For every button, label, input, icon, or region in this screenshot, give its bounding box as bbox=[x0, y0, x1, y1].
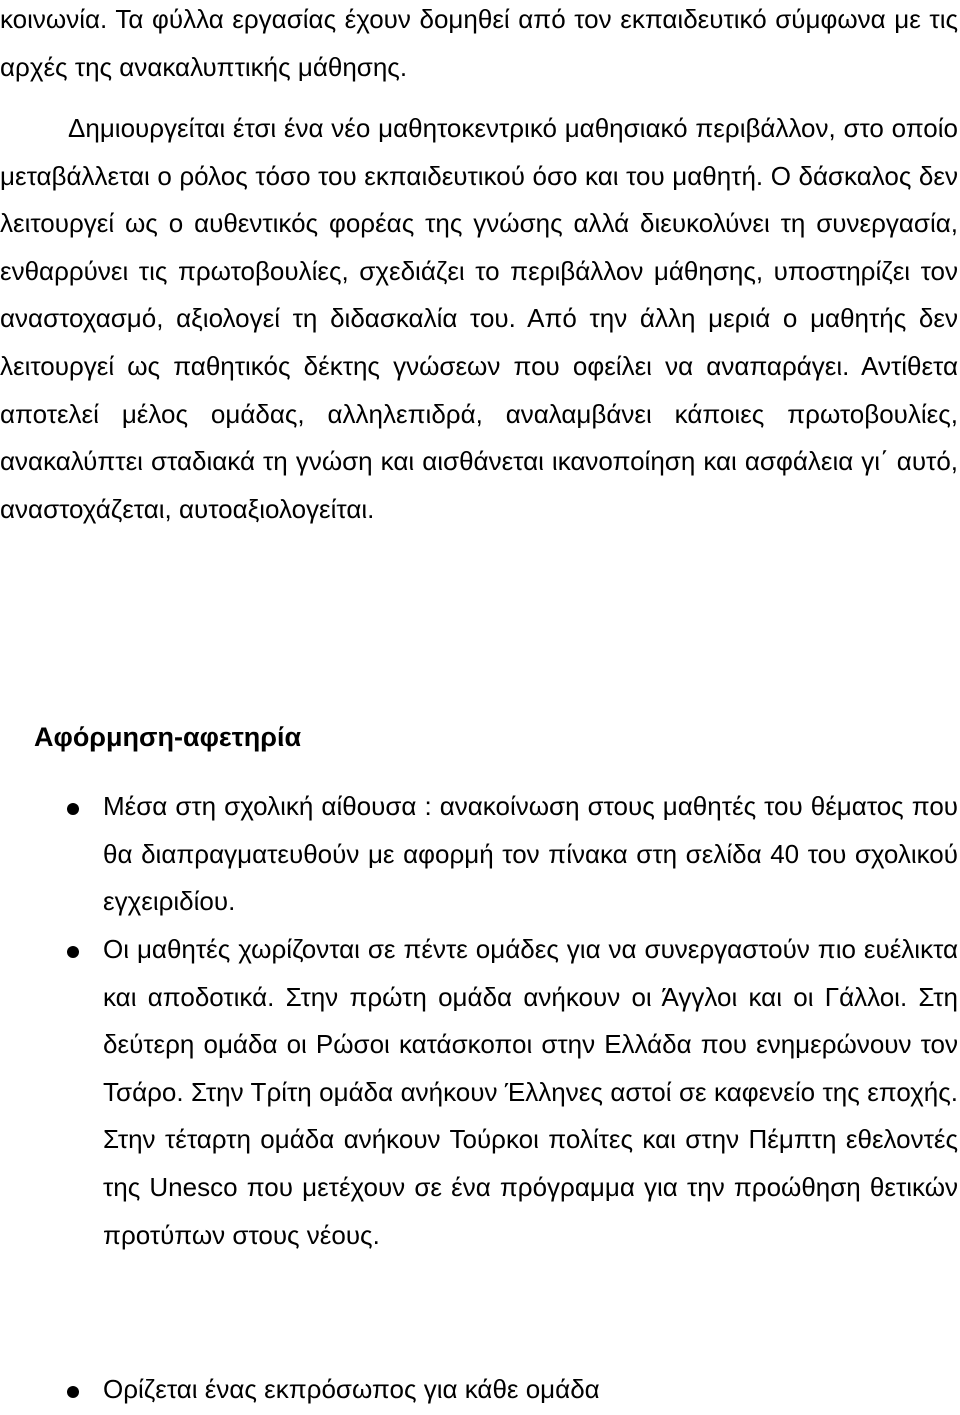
list-item-text: Οι μαθητές χωρίζονται σε πέντε ομάδες για να συνεργαστούν πιο ευέλικτα και αποδοτικά. Στην πρώτη ομάδα ανήκουν οι Άγγλοι και οι Γάλλοι. Στη δεύτερη ομάδα οι Ρώσοι κατάσκοποι στην Ελλάδα που ενημερώνουν τον Τσάρο. Στην Τρίτη ομάδα ανήκουν Έλληνες αστοί σε καφενείο της εποχής. Στην τέταρτη ομάδα ανήκουν Τούρκοι πολίτες και στην Πέμπτη εθελοντές της Unesco που μετέχουν σε ένα πρόγραμμα για την προώθηση θετικών προτύπων στους νέους. bbox=[103, 934, 958, 1250]
paragraph-intro: κοινωνία. Τα φύλλα εργασίας έχουν δομηθεί από τον εκπαιδευτικό σύμφωνα με τις αρχές της ανακαλυπτικής μάθησης. bbox=[0, 4, 958, 82]
list-item-text: Ορίζεται ένας εκπρόσωπος για κάθε ομάδα bbox=[103, 1374, 600, 1404]
list-item-text: Μέσα στη σχολική αίθουσα : ανακοίνωση στους μαθητές του θέματος που θα διαπραγματευθούν με αφορμή τον πίνακα στη σελίδα 40 του σχολικού εγχειριδίου. bbox=[103, 791, 958, 917]
paragraph-roles: Δημιουργείται έτσι ένα νέο μαθητοκεντρικό μαθησιακό περιβάλλον, στο οποίο μεταβάλλεται ο ρόλος τόσο του εκπαιδευτικού όσο και του μαθητή. Ο δάσκαλος δεν λειτουργεί ως ο αυθεντικός φορέας της γνώσης αλλά διευκολύνει τη συνεργασία, ενθαρρύνει τις πρωτοβουλίες, σχεδιάζει το περιβάλλον μάθησης, υποστηρίζει τον αναστοχασμό, αξιολογεί τη διδασκαλία του. Από την άλλη μεριά ο μαθητής δεν λειτουργεί ως παθητικός δέκτης γνώσεων που οφείλει να αναπαράγει. Αντίθετα αποτελεί μέλος ομάδας, αλληλεπιδρά, αναλαμβάνει κάποιες πρωτοβουλίες, ανακαλύπτει σταδιακά τη γνώση και αισθάνεται ικανοποίηση και ασφάλεια γι΄ αυτό, αναστοχάζεται, αυτοαξιολογείται. bbox=[0, 113, 958, 524]
bullet-icon bbox=[67, 803, 79, 815]
section-heading: Αφόρμηση-αφετηρία bbox=[34, 722, 302, 752]
bullet-icon bbox=[67, 946, 79, 958]
bullet-icon bbox=[67, 1386, 79, 1398]
